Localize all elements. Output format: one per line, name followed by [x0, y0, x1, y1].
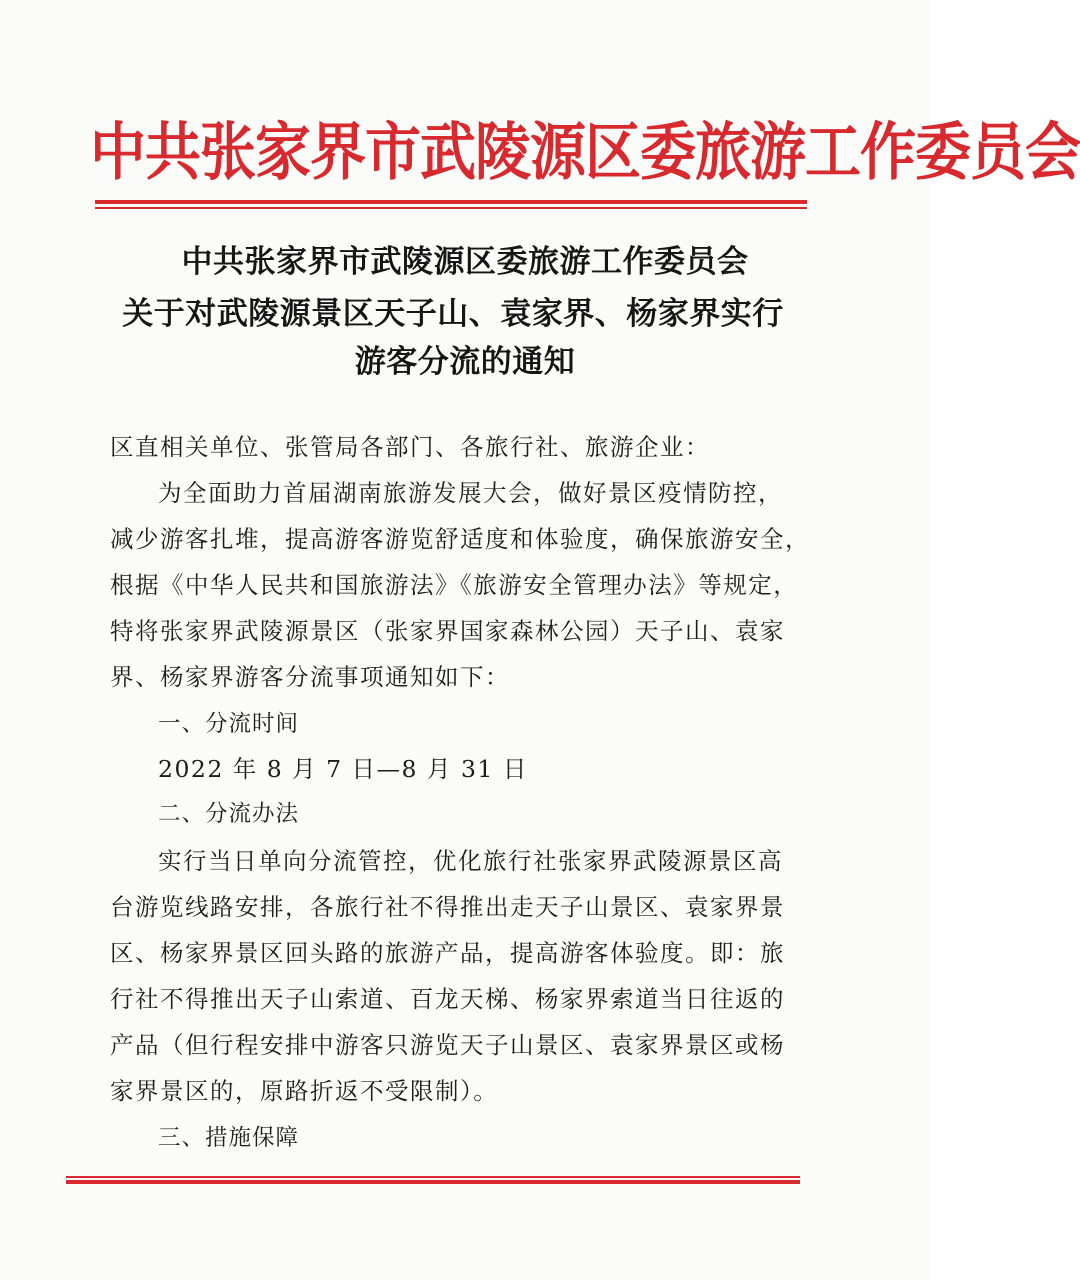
- document-title-line-2: 关于对武陵源景区天子山、袁家界、杨家界实行: [122, 296, 784, 332]
- section-1-heading: 一、分流时间: [158, 711, 300, 737]
- section-2-line: 区、杨家界景区回头路的旅游产品，提高游客体验度。即：旅: [110, 939, 785, 967]
- intro-line: 界、杨家界游客分流事项通知如下：: [110, 663, 510, 691]
- intro-line: 根据《中华人民共和国旅游法》《旅游安全管理办法》等规定，: [110, 571, 799, 599]
- document-title-line-3: 游客分流的通知: [354, 344, 576, 380]
- intro-line: 为全面助力首届湖南旅游发展大会，做好景区疫情防控，: [158, 479, 783, 507]
- footer-red-rule-thin: [66, 1176, 800, 1178]
- section-3-heading: 三、措施保障: [158, 1125, 300, 1151]
- section-2-line: 实行当日单向分流管控，优化旅行社张家界武陵源景区高: [158, 847, 783, 875]
- intro-line: 减少游客扎堆，提高游客游览舒适度和体验度，确保旅游安全，: [110, 525, 810, 553]
- section-2-line: 产品（但行程安排中游客只游览天子山景区、袁家界景区或杨: [110, 1031, 785, 1059]
- header-red-rule-thick: [95, 200, 807, 204]
- intro-line: 特将张家界武陵源景区（张家界国家森林公园）天子山、袁家: [110, 617, 785, 645]
- section-2-heading: 二、分流办法: [158, 801, 300, 827]
- organization-header: 中共张家界市武陵源区委旅游工作委员会: [90, 115, 1080, 189]
- section-2-line: 台游览线路安排，各旅行社不得推出走天子山景区、袁家界景: [110, 893, 785, 921]
- header-red-rule-thin: [95, 207, 807, 209]
- addressee: 区直相关单位、张管局各部门、各旅行社、旅游企业：: [110, 433, 710, 461]
- footer-red-rule-thick: [66, 1180, 800, 1184]
- section-2-line: 行社不得推出天子山索道、百龙天梯、杨家界索道当日往返的: [110, 985, 785, 1013]
- section-2-line: 家界景区的，原路折返不受限制）。: [110, 1077, 499, 1105]
- section-1-text: 2022 年 8 月 7 日—8 月 31 日: [158, 755, 528, 783]
- document-title-line-1: 中共张家界市武陵源区委旅游工作委员会: [181, 244, 749, 280]
